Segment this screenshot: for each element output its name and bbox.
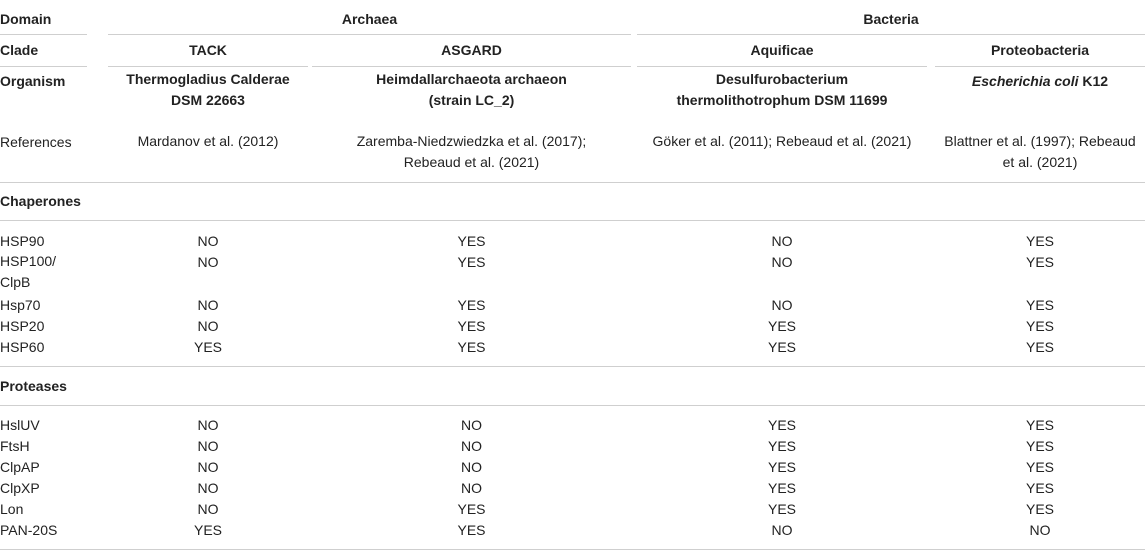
- cell-value: YES: [1025, 318, 1054, 334]
- cell-value: YES: [1025, 480, 1054, 496]
- cell-value: YES: [1025, 501, 1054, 517]
- reference-line: Rebeaud et al. (2021): [403, 154, 540, 170]
- reference-line: Zaremba-Niedzwiedzka et al. (2017);: [356, 133, 587, 149]
- domain-bacteria: Bacteria: [863, 11, 919, 27]
- cell-value: YES: [457, 254, 486, 270]
- row-name-line: ClpB: [0, 274, 31, 290]
- divider: [108, 66, 308, 67]
- cell-value: NO: [197, 318, 219, 334]
- cell-value: YES: [767, 459, 796, 475]
- organism-line: DSM 22663: [171, 92, 245, 108]
- divider: [0, 66, 87, 67]
- cell-value: YES: [767, 438, 796, 454]
- cell-value: NO: [771, 522, 793, 538]
- cell-value: NO: [197, 233, 219, 249]
- references-label: References: [0, 134, 72, 150]
- organism-ecoli-strain: K12: [1078, 73, 1109, 89]
- clade-proteobacteria: Proteobacteria: [990, 42, 1090, 58]
- clade-asgard: ASGARD: [441, 42, 502, 58]
- cell-value: NO: [197, 459, 219, 475]
- divider: [637, 34, 1145, 35]
- cell-value: NO: [461, 417, 482, 433]
- cell-value: YES: [1025, 233, 1054, 249]
- organism-line: (strain LC_2): [428, 92, 515, 108]
- reference-line: Blattner et al. (1997); Rebeaud: [944, 133, 1136, 149]
- row-name: HSP90: [0, 233, 45, 249]
- cell-value: NO: [197, 438, 219, 454]
- row-name: Hsp70: [0, 297, 41, 313]
- cell-value: YES: [767, 318, 796, 334]
- row-name: [0, 251, 90, 293]
- divider: [0, 34, 87, 35]
- row-name: ClpXP: [0, 480, 40, 496]
- cell-value: YES: [457, 339, 486, 355]
- reference-tack: [108, 131, 308, 152]
- cell-value: NO: [1029, 522, 1051, 538]
- cell-value: YES: [457, 297, 486, 313]
- cell-value: NO: [771, 297, 793, 313]
- organism-line: Desulfurobacterium: [715, 71, 849, 87]
- organism-label: Organism: [0, 73, 66, 89]
- divider: [312, 66, 631, 67]
- cell-value: YES: [767, 480, 796, 496]
- cell-value: NO: [461, 480, 482, 496]
- cell-value: YES: [457, 318, 486, 334]
- cell-value: YES: [457, 233, 486, 249]
- cell-value: YES: [1025, 438, 1054, 454]
- cell-value: YES: [1025, 459, 1054, 475]
- row-name: HSP20: [0, 318, 45, 334]
- cell-value: YES: [767, 417, 796, 433]
- domain-label: Domain: [0, 11, 52, 27]
- row-name: HslUV: [0, 417, 40, 433]
- reference-asgard: [312, 131, 631, 173]
- cell-value: YES: [457, 501, 486, 517]
- organism-ecoli-italic: Escherichia coli: [971, 73, 1079, 89]
- organism-ecoli: [935, 73, 1145, 89]
- cell-value: YES: [767, 339, 796, 355]
- organism-thermogladius: [108, 69, 308, 111]
- divider: [108, 34, 631, 35]
- cell-value: NO: [197, 417, 219, 433]
- divider: [0, 549, 1145, 550]
- domain-archaea: Archaea: [341, 11, 398, 27]
- cell-value: YES: [1025, 417, 1054, 433]
- clade-tack: TACK: [189, 42, 227, 58]
- reference-aquificae: [637, 131, 927, 152]
- divider: [637, 66, 927, 67]
- cell-value: YES: [1025, 297, 1054, 313]
- section-title-proteases: Proteases: [0, 378, 67, 394]
- divider: [935, 66, 1145, 67]
- row-name: PAN-20S: [0, 522, 58, 538]
- reference-line: Mardanov et al. (2012): [137, 133, 279, 149]
- divider: [0, 405, 1145, 406]
- cell-value: YES: [457, 522, 486, 538]
- cell-value: NO: [197, 297, 219, 313]
- cell-value: YES: [767, 501, 796, 517]
- organism-line: Heimdallarchaeota archaeon: [376, 71, 567, 87]
- clade-label: Clade: [0, 42, 39, 58]
- cell-value: NO: [197, 501, 219, 517]
- reference-line: Göker et al. (2011); Rebeaud et al. (2021): [652, 133, 912, 149]
- row-name: HSP60: [0, 339, 45, 355]
- clade-aquificae: Aquificae: [750, 42, 814, 58]
- row-name: FtsH: [0, 438, 30, 454]
- cell-value: NO: [771, 254, 793, 270]
- cell-value: NO: [461, 459, 482, 475]
- cell-value: YES: [193, 522, 222, 538]
- organism-line: thermolithotrophum DSM 11699: [676, 92, 888, 108]
- row-name: ClpAP: [0, 459, 40, 475]
- organism-heimdallarchaeota: [312, 69, 631, 111]
- reference-proteobacteria: [935, 131, 1145, 173]
- row-name-line: HSP100/: [0, 253, 57, 269]
- reference-line: et al. (2021): [1002, 154, 1078, 170]
- cell-value: NO: [197, 480, 219, 496]
- cell-value: YES: [1025, 254, 1054, 270]
- organism-line: Thermogladius Calderae: [126, 71, 290, 87]
- cell-value: YES: [193, 339, 222, 355]
- cell-value: YES: [1025, 339, 1054, 355]
- cell-value: NO: [197, 254, 219, 270]
- divider: [0, 220, 1145, 221]
- cell-value: NO: [461, 438, 482, 454]
- divider: [0, 182, 1145, 183]
- organism-desulfurobacterium: [637, 69, 927, 111]
- cell-value: NO: [771, 233, 793, 249]
- divider: [0, 366, 1145, 367]
- row-name: Lon: [0, 501, 24, 517]
- section-title-chaperones: Chaperones: [0, 193, 81, 209]
